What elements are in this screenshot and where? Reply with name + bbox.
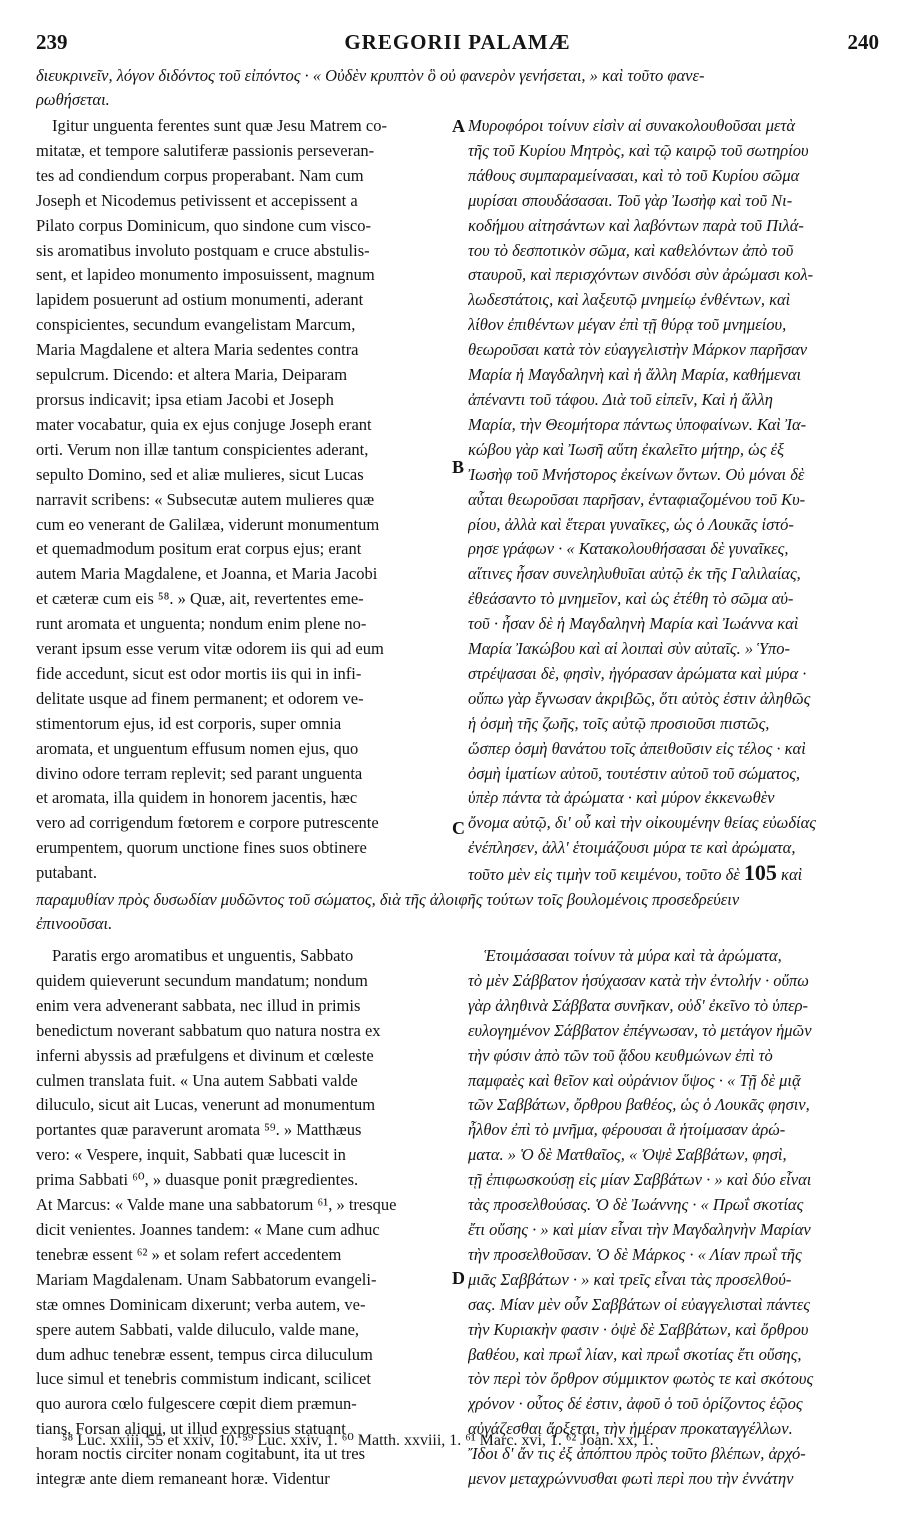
text-line: conspicientes, secundum evangelistam Marcum, [36,315,356,335]
text-line: Maria Magdalene et altera Maria sedentes contra [36,340,359,360]
text-line: τὴν φύσιν ἀπὸ τῶν τοῦ ᾅδου κευθμώνων ἐπὶ τὸ [468,1045,773,1065]
page-header [36,30,879,60]
text-line [468,861,876,888]
page-title: GREGORII PALAMÆ [344,30,571,54]
text-line: enim vera advenerant sabbata, nec illud in primis [36,995,361,1015]
text-line: vero: « Vespere, inquit, Sabbati quæ lucescit in [36,1145,346,1165]
text-line: autem Maria Magdalene, et Joanna, et Maria Jacobi [36,564,378,584]
text-line: luce simul et tenebris commistum indicant, scilicet [36,1369,371,1389]
text-line: ὥσπερ ὀσμὴ θανάτου τοῖς ἀπειθοῦσιν εἰς τέλος · καὶ [468,738,806,758]
text-line: Μαρία, τὴν Θεομήτορα πάντως ὑποφαίνων. Καὶ Ἰα- [468,414,807,434]
latin-column-2 [36,944,446,1492]
text-line: Ἴδοι δ' ἄν τις ἐξ ἀπόπτου πρὸς τοῦτο βλέπων, ἀρχό- [468,1444,806,1464]
text-line: fide accedunt, sicut est odor mortis iis qui in infi- [36,663,362,683]
text-line: benedictum noverant sabbatum quo natura nostra ex [36,1020,381,1040]
text-line: σας. Μίαν μὲν οὖν Σαββάτων οἱ εὐαγγελισταὶ πάντες [468,1294,810,1314]
text-line: Pilato corpus Dominicum, quo sindone cum visco- [36,215,372,235]
text-line: θεωροῦσαι κατὰ τὸν εὐαγγελιστὴν Μάρκον παρῆσαν [468,340,808,360]
text-line: lapidem posuerunt ad ostium monumenti, aderant [36,290,364,310]
text-line: μενον μεταχρώννυσθαι φωτὶ περὶ που τὴν ἐννάτην [468,1469,794,1489]
text-line: stimentorum ejus, id est corporis, super omnia [36,713,342,733]
greek-column-1 [468,114,876,888]
text-line: sent, et lapideo monumento imposuissent, magnum [36,265,375,285]
text-line: et aromata, illa quidem in honorem jacentis, hæc [36,788,358,808]
text-line: prima Sabbati ⁶⁰, » duasque ponit prægredientes. [36,1170,359,1190]
text-line: τὴν προσελθοῦσαν. Ὁ δὲ Μάρκος · « Λίαν πρωΐ τῆς [468,1244,802,1264]
text-line: ὀσμὴ ἱματίων αὐτοῦ, τουτέστιν αὐτοῦ τοῦ σώματος, [468,763,801,783]
text-line: στρέψασαι δὲ, φησὶν, ἠγόρασαν ἀρώματα καὶ μύρα · [468,663,807,683]
text-line: τῶν Σαββάτων, ὄρθρου βαθέος, ὡς ὁ Λουκᾶς φησιν, [468,1095,810,1115]
text-line: τὸ μὲν Σάββατον ἡσύχασαν κατὰ τὴν ἐντολήν · οὔπω [468,970,809,990]
text-line: βαθέου, καὶ πρωΐ λίαν, καὶ πρωΐ σκοτίας ἔτι οὔσης, [468,1344,802,1364]
text-line: aromata, et unguentum effusum nomen ejus, quo [36,738,359,758]
text-line: ρησε γράφων · « Κατακολουθήσασαι δὲ γυναῖκες, [468,539,789,559]
text-line: αὐγάζεσθαι ἄρξεται, τὴν ἡμέραν προκαταγγέλλων. [468,1419,793,1439]
text-line: σταυροῦ, καὶ περισχόντων σινδόσι σὺν ἀρώμασι κολ- [468,265,814,285]
text-line: ευλογημένον Σάββατον ἐπέγνωσαν, τὸ μετάγον ἡμῶν [468,1020,812,1040]
text-line: sepulto Domino, sed et aliæ mulieres, sicut Lucas [36,464,364,484]
text-line: vero ad corrigendum fœtorem e corpore putrescente [36,813,379,833]
text-line: ἐνέπλησεν, ἀλλ' ἑτοιμάζουσι μύρα τε καὶ ἀρώματα, [468,838,796,858]
text-line: sis aromatibus involuto postquam e cruce abstulis- [36,240,370,260]
text-line: ἡ ὀσμὴ τῆς ζωῆς, τοῖς αὐτῷ προσιοῦσι πιστῶς, [468,713,770,733]
text-line: κοδήμου αἰτησάντων καὶ λαβόντων παρὰ τοῦ Πιλά- [468,215,804,235]
text-line: οὔπω γὰρ ἔγνωσαν ἀκριβῶς, ὅτι αὐτὸς ἐστιν ἀληθῶς [468,688,811,708]
text-fragment: τοῦτο μὲν εἰς τιμὴν τοῦ κειμένου, τοῦτο δὲ [468,865,740,885]
text-line: παμφαὲς καὶ θεῖον καὶ οὐράνιον ὕψος · « Τῇ δὲ μιᾷ [468,1070,801,1090]
text-line: stæ omnes Dominicam dixerunt; verba autem, ve- [36,1294,366,1314]
text-line: ἐθεάσαντο τὸ μνημεῖον, καὶ ὡς ἐτέθη τὸ σῶμα αὐ- [468,589,794,609]
text-line: ρωθήσεται. [36,90,110,109]
text-line: integræ ante diem remaneant horæ. Videntur [36,1469,330,1489]
text-line: tes ad condiendum corpus properabant. Nam cum [36,165,364,185]
text-line: Ἰωσὴφ τοῦ Μνήστορος ἐκείνων ὄντων. Οὐ μόναι δὲ [468,464,805,484]
text-line: horam noctis circiter nonam cogitabunt, ita ut tres [36,1444,365,1464]
text-line: putabant. [36,863,97,883]
text-line: runt aromata et unguenta; nondum enim plene no- [36,614,367,634]
text-line: tenebræ essent ⁶² » et solam refert accedentem [36,1244,342,1264]
text-line: πάθους συμπαραμείνασαι, καὶ τὸ τοῦ Κυρίου σῶμα [468,165,800,185]
text-line: τοῦ · ἦσαν δὲ ἡ Μαγδαληνὴ Μαρία καὶ Ἰωάννα καὶ [468,614,799,634]
text-line: ὄνομα αὐτῷ, δι' οὗ καὶ τὴν οἰκουμένην θείας εὐωδίας [468,813,816,833]
text-line: Μαρία ἡ Μαγδαληνὴ καὶ ἡ ἄλλη Μαρία, καθήμεναι [468,365,802,385]
text-line: tians. Forsan aliqui, ut illud expressius statuant [36,1419,346,1439]
text-line: ρίου, ἀλλὰ καὶ ἕτεραι γυναῖκες, ὡς ὁ Λουκᾶς ἱστό- [468,514,794,534]
text-line: κώβου γὰρ καὶ Ἰωσῆ αὕτη ἐκαλεῖτο μήτηρ, ὡς ἐξ [468,439,785,459]
text-line: erumpentem, quorum unctione fines suos obtinere [36,838,367,858]
text-line: λωδεστάτοις, καὶ λαξευτῷ μνημείῳ ἐνθέντων, καὶ [468,290,791,310]
text-line: διευκρινεῖν, λόγον διδόντος τοῦ εἰπόντος · « Οὐδὲν κρυπτὸν ὃ οὐ φανερὸν γενήσεται, » καὶ τοῦτο φανε- [36,66,705,85]
text-line: verant ipsum esse verum vitæ odorem iis qui ad eum [36,639,384,659]
text-line: quidem quieverunt secundum mandatum; nondum [36,970,368,990]
text-line: diluculo, sicut ait Lucas, venerunt ad monumentum [36,1095,376,1115]
text-line: τὴν Κυριακὴν φασιν · ὀψὲ δὲ Σαββάτων, καὶ ὄρθρου [468,1319,809,1339]
text-line: orti. Verum non illæ tantum conspicientes aderant, [36,439,369,459]
text-line: παραμυθίαν πρὸς δυσωδίαν μυδῶντος τοῦ σώματος, διὰ τῆς ἀλοιφῆς τούτων τοῖς βουλομένοις προσεδρεύειν [36,890,740,909]
text-line: ὑπὲρ πάντα τὰ ἀρώματα · καὶ μύρον ἐκκενωθὲν [468,788,775,808]
text-line: ἔτι οὔσης · » καὶ μίαν εἶναι τὴν Μαγδαληνὴν Μαρίαν [468,1219,811,1239]
text-line: μιᾶς Σαββάτων · » καὶ τρεῖς εἶναι τὰς προσελθού- [468,1269,792,1289]
middle-greek-text [36,888,879,936]
text-line: γὰρ ἀληθινὰ Σάββατα συνῆκαν, οὐδ' ἐκεῖνο τὸ ὑπερ- [468,995,809,1015]
text-line: του τὸ δεσποτικὸν σῶμα, καὶ καθελόντων ἀπὸ τοῦ [468,240,794,260]
text-line: ἐπινοοῦσαι. [36,914,113,933]
text-line: ἀπέναντι τοῦ τάφου. Διὰ τοῦ εἰπεῖν, Καὶ ἡ ἄλλη [468,389,773,409]
text-line: Μαρία Ἰακώβου καὶ αἱ λοιπαὶ σὺν αὐταῖς. » Ὑπο- [468,639,790,659]
text-line: mater vocabatur, quia ex ejus conjuge Joseph erant [36,414,372,434]
text-line: τῆς τοῦ Κυρίου Μητρὸς, καὶ τῷ καιρῷ τοῦ σωτηρίου [468,140,809,160]
text-line: Μυροφόροι τοίνυν εἰσὶν αἱ συνακολουθοῦσαι μετὰ [468,116,796,135]
section-marker-b: B [452,457,465,477]
text-fragment: καὶ [781,865,803,885]
section-marker-c: C [452,818,465,838]
page-number-left: 239 [36,30,68,54]
text-line: spere autem Sabbati, valde diluculo, valde mane, [36,1319,360,1339]
text-line: χρόνον · οὗτος δέ ἐστιν, ἀφοῦ ὁ τοῦ ὁρίζοντος ἑῷος [468,1394,803,1414]
text-line: αὗται θεωροῦσαι παρῆσαν, ἐνταφιαζομένου τοῦ Κυ- [468,489,806,509]
text-line: et quemadmodum positum erat corpus ejus; erant [36,539,362,559]
text-line: μυρίσαι σπουδάσασαι. Τοῦ γὰρ Ἰωσὴφ καὶ τοῦ Νι- [468,190,793,210]
top-greek-text [36,64,879,112]
greek-column-2 [468,944,876,1492]
text-line: ματα. » Ὁ δὲ Ματθαῖος, « Ὀψὲ Σαββάτων, φησὶ, [468,1145,787,1165]
text-line: divino odore terram replevit; sed parant unguenta [36,763,363,783]
page-number-right: 240 [847,30,879,54]
text-line: τὸν περὶ τὸν ὄρθρον σύμμικτον φωτὸς τε καὶ σκότους [468,1369,814,1389]
text-line: Joseph et Nicodemus petivissent et accepissent a [36,190,358,210]
text-line: quo aurora cœlo fulgescere cœpit diem præmun- [36,1394,357,1414]
text-line: dum adhuc tenebræ essent, tempus circa diluculum [36,1344,373,1364]
footnotes: ⁵⁸ Luc. xxiii, 55 et xxiv, 10. ⁵⁹ Luc. xxiv, 1. ⁶⁰ Matth. xxviii, 1. ⁶¹ Marc. xvi, 1. ⁶² Joan. xx, 1. [62,1432,654,1449]
text-line: Paratis ergo aromatibus et unguentis, Sabbato [52,946,354,965]
latin-column-1 [36,114,446,886]
text-line: λίθον ἐπιθέντων μέγαν ἐπὶ τῇ θύρᾳ τοῦ μνημείου, [468,315,787,335]
text-line: Ἑτοιμάσασαι τοίνυν τὰ μύρα καὶ τὰ ἀρώματα, [484,946,782,965]
text-line: At Marcus: « Valde mane una sabbatorum ⁶¹, » tresque [36,1195,397,1215]
text-line: narravit scribens: « Subsecutæ autem mulieres quæ [36,489,375,509]
text-line: sepulcrum. Dicendo: et altera Maria, Deiparam [36,365,348,385]
text-line: τῇ ἐπιφωσκούσῃ εἰς μίαν Σαββάτων · » καὶ δύο εἶναι [468,1170,812,1190]
text-line: dicit venientes. Joannes tandem: « Mane cum adhuc [36,1219,380,1239]
marginal-page-number: 105 [743,861,777,886]
text-line: portantes quæ paraverunt aromata ⁵⁹. » Matthæus [36,1120,362,1140]
text-line: mitatæ, et tempore salutiferæ passionis perseveran- [36,140,375,160]
text-line: Mariam Magdalenam. Unam Sabbatorum evangeli- [36,1269,377,1289]
section-marker-d: D [452,1268,465,1288]
text-line: Igitur unguenta ferentes sunt quæ Jesu Matrem co- [52,116,387,135]
section-marker-a: A [452,116,465,136]
text-line: αἵτινες ἦσαν συνεληλυθυῖαι αὐτῷ ἐκ τῆς Γαλιλαίας, [468,564,801,584]
text-line: et cæteræ cum eis ⁵⁸. » Quæ, ait, revertentes eme- [36,589,364,609]
text-line: culmen translata fuit. « Una autem Sabbati valde [36,1070,358,1090]
text-line: cum eo venerant de Galilæa, viderunt monumentum [36,514,380,534]
text-line: delitate usque ad finem permanent; et odorem ve- [36,688,364,708]
text-line: prorsus indicavit; ipsa etiam Jacobi et Joseph [36,389,334,409]
text-line: ἦλθον ἐπὶ τὸ μνῆμα, φέρουσαι ἃ ἡτοίμασαν ἀρώ- [468,1120,786,1140]
text-line: inferni abyssis ad præfulgens et divinum et cœleste [36,1045,374,1065]
text-line: τὰς προσελθούσας. Ὁ δὲ Ἰωάννης · « Πρωΐ σκοτίας [468,1195,804,1215]
